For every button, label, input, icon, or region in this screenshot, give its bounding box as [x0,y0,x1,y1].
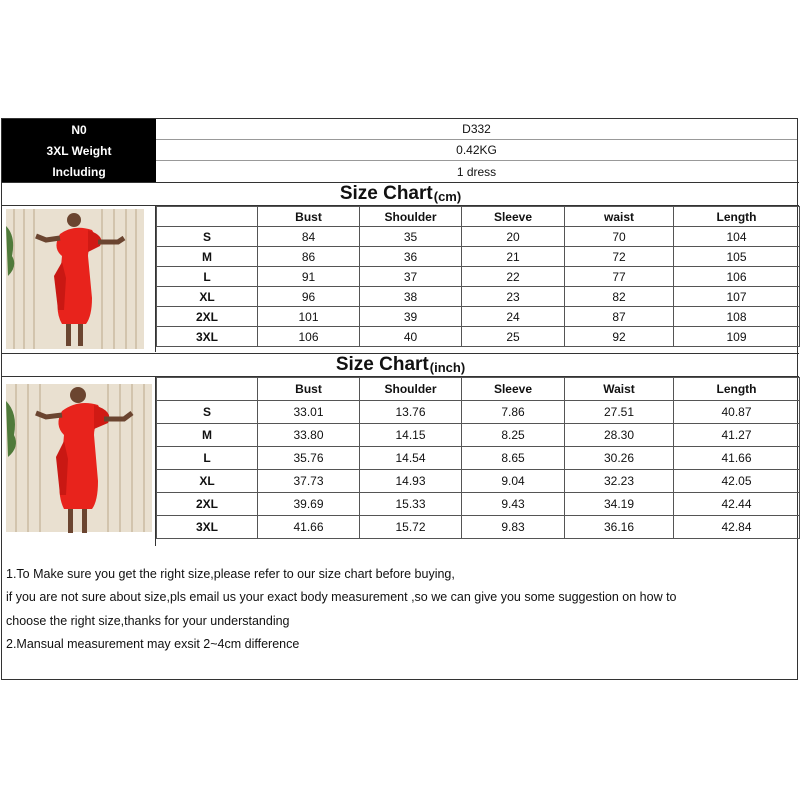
measurement-cell: 37.73 [258,470,360,493]
inch-size-table-body [157,378,800,539]
measurement-cell: 27.51 [565,401,674,424]
measurement-cell: 8.25 [462,424,565,447]
measurement-cell: 96 [258,287,360,307]
measurement-cell: 109 [674,327,800,347]
measurement-cell: 8.65 [462,447,565,470]
measurement-cell: 41.66 [258,516,360,539]
dress-photo-inch [2,377,156,546]
measurement-cell: 30.26 [565,447,674,470]
measurement-cell: 92 [565,327,674,347]
including-row [2,161,799,182]
measurement-cell: 13.76 [360,401,462,424]
table-row [157,287,800,307]
column-header: Bust [258,378,360,401]
table-row [157,327,800,347]
measurement-cell: 42.84 [674,516,800,539]
measurement-cell: 28.30 [565,424,674,447]
measurement-cell: 33.80 [258,424,360,447]
table-row [157,493,800,516]
measurement-cell: 24 [462,307,565,327]
weight-value: 0.42KG [156,140,797,161]
cm-size-table-body [157,207,800,347]
column-header: Shoulder [360,207,462,227]
table-row [157,247,800,267]
measurement-cell: 108 [674,307,800,327]
cm-size-table [156,206,800,347]
product-number-label: N0 [2,119,156,140]
measurement-cell: 39.69 [258,493,360,516]
measurement-cell: 82 [565,287,674,307]
weight-label: 3XL Weight [2,140,156,161]
cm-chart-title [2,182,799,206]
table-row [157,267,800,287]
measurement-cell: 40 [360,327,462,347]
measurement-cell: 41.66 [674,447,800,470]
including-label: Including [2,161,156,182]
column-header: Length [674,207,800,227]
inch-chart-title-text: Size Chart [335,354,429,375]
measurement-cell: 101 [258,307,360,327]
dress-model-image [2,377,156,546]
column-header: Sleeve [462,207,565,227]
measurement-cell: 106 [674,267,800,287]
size-label-cell: 2XL [157,493,258,516]
including-value: 1 dress [456,164,497,179]
column-header: waist [565,207,674,227]
dress-model-image [2,206,156,352]
measurement-cell: 86 [258,247,360,267]
measurement-cell: 7.86 [462,401,565,424]
measurement-cell: 34.19 [565,493,674,516]
measurement-cell: 14.93 [360,470,462,493]
column-header [157,378,258,401]
inch-chart-title [2,353,799,377]
measurement-cell: 9.04 [462,470,565,493]
measurement-cell: 15.72 [360,516,462,539]
table-header-row [157,207,800,227]
sizing-notes [6,563,796,656]
table-row [157,307,800,327]
measurement-cell: 21 [462,247,565,267]
table-row [157,227,800,247]
note-line: 2.Mansual measurement may exsit 2~4cm difference [6,636,300,651]
measurement-cell: 9.43 [462,493,565,516]
cm-chart-title-text: Size Chart [339,183,433,204]
measurement-cell: 32.23 [565,470,674,493]
table-row [157,424,800,447]
product-number-value: D332 [156,119,797,140]
column-header: Length [674,378,800,401]
measurement-cell: 42.44 [674,493,800,516]
measurement-cell: 42.05 [674,470,800,493]
measurement-cell: 87 [565,307,674,327]
note-line: 1.To Make sure you get the right size,please refer to our size chart before buying, [6,567,455,581]
column-header: Bust [258,207,360,227]
size-label-cell: M [157,247,258,267]
note-line: if you are not sure about size,pls email us your exact body measurement ,so we can give you some suggestion on how to [6,590,677,605]
measurement-cell: 35.76 [258,447,360,470]
measurement-cell: 107 [674,287,800,307]
size-label-cell: 2XL [157,307,258,327]
measurement-cell: 72 [565,247,674,267]
measurement-cell: 14.15 [360,424,462,447]
weight-row [2,140,799,161]
measurement-cell: 35 [360,227,462,247]
column-header: Shoulder [360,378,462,401]
measurement-cell: 91 [258,267,360,287]
measurement-cell: 39 [360,307,462,327]
size-label-cell: M [157,424,258,447]
measurement-cell: 37 [360,267,462,287]
measurement-cell: 25 [462,327,565,347]
table-row [157,470,800,493]
measurement-cell: 23 [462,287,565,307]
measurement-cell: 41.27 [674,424,800,447]
measurement-cell: 20 [462,227,565,247]
measurement-cell: 15.33 [360,493,462,516]
size-label-cell: 3XL [157,516,258,539]
size-label-cell: S [157,401,258,424]
table-row [157,401,800,424]
table-header-row [157,378,800,401]
size-label-cell: L [157,267,258,287]
table-row [157,447,800,470]
measurement-cell: 22 [462,267,565,287]
size-label-cell: L [157,447,258,470]
measurement-cell: 33.01 [258,401,360,424]
inch-size-table [156,377,800,539]
measurement-cell: 84 [258,227,360,247]
size-label-cell: XL [157,470,258,493]
product-number-row [2,119,799,140]
measurement-cell: 104 [674,227,800,247]
size-chart-sheet [1,118,798,680]
cm-chart-unit: (cm) [433,188,462,204]
column-header: Sleeve [462,378,565,401]
size-label-cell: 3XL [157,327,258,347]
size-label-cell: S [157,227,258,247]
inch-chart-unit: (inch) [429,359,466,375]
column-header [157,207,258,227]
measurement-cell: 105 [674,247,800,267]
size-label-cell: XL [157,287,258,307]
measurement-cell: 40.87 [674,401,800,424]
measurement-cell: 77 [565,267,674,287]
table-row [157,516,800,539]
measurement-cell: 70 [565,227,674,247]
measurement-cell: 36 [360,247,462,267]
measurement-cell: 36.16 [565,516,674,539]
measurement-cell: 9.83 [462,516,565,539]
measurement-cell: 14.54 [360,447,462,470]
measurement-cell: 106 [258,327,360,347]
column-header: Waist [565,378,674,401]
dress-photo-cm [2,206,156,352]
measurement-cell: 38 [360,287,462,307]
note-line: choose the right size,thanks for your understanding [6,613,290,628]
